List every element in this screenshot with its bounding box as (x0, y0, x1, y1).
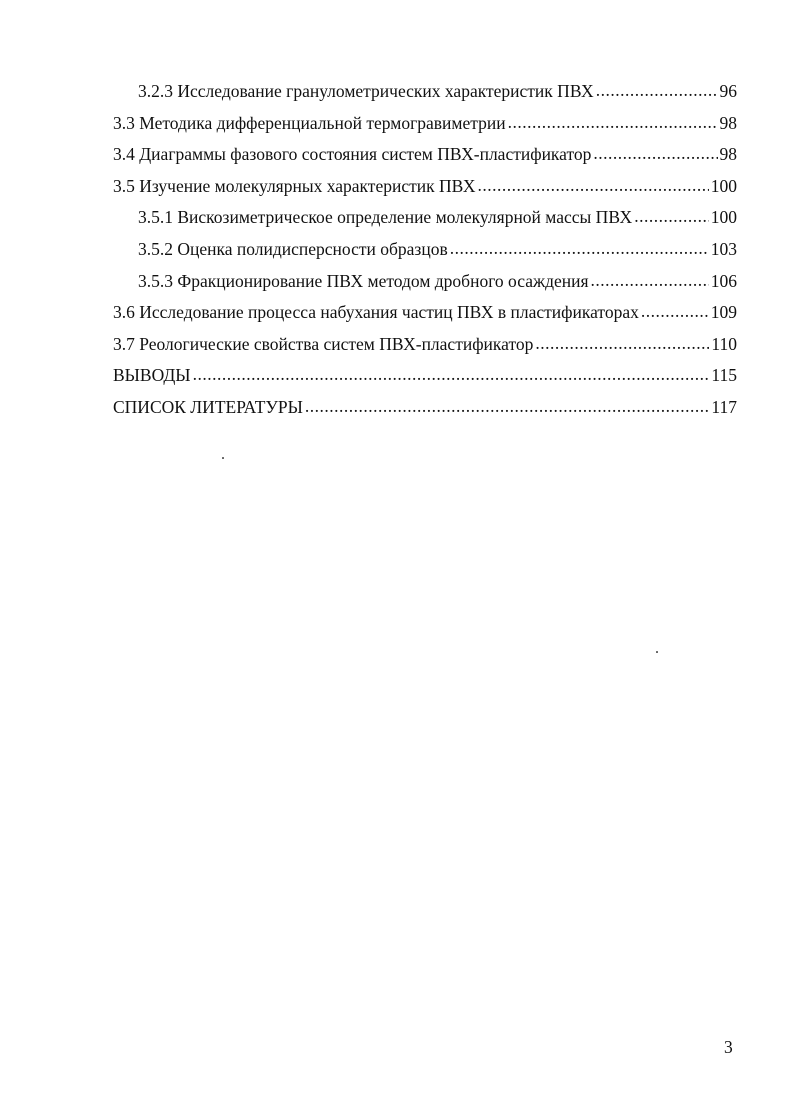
toc-entry-title: 3.3 Методика дифференциальной термогравиметрии (113, 112, 506, 133)
toc-entry-page: 100 (710, 175, 737, 196)
toc-entry-page: 98 (719, 112, 737, 133)
scan-speck (656, 651, 658, 653)
toc-entry-conclusions (113, 360, 737, 392)
toc-entry-3-3 (113, 108, 737, 140)
toc-dot-leader (634, 201, 709, 233)
toc-entry-title: 3.5.3 Фракционирование ПВХ методом дробного осаждения (138, 270, 589, 291)
table-of-contents (113, 76, 737, 424)
toc-entry-title: 3.7 Реологические свойства систем ПВХ-пластификатор (113, 333, 534, 354)
page-number: 3 (724, 1037, 733, 1057)
toc-dot-leader (193, 359, 710, 391)
toc-entry-page: 117 (711, 396, 737, 417)
toc-entry-page: 103 (710, 238, 737, 259)
toc-entry-title: 3.5.2 Оценка полидисперсности образцов (138, 238, 448, 259)
toc-dot-leader (593, 138, 717, 170)
toc-dot-leader (478, 170, 709, 202)
toc-entry-3-5-3 (113, 266, 737, 298)
toc-dot-leader (591, 265, 709, 297)
toc-entry-page: 96 (719, 81, 737, 101)
toc-dot-leader (508, 107, 718, 139)
toc-entry-page: 115 (711, 365, 737, 386)
toc-entry-3-4 (113, 139, 737, 171)
toc-entry-3-7 (113, 329, 737, 361)
toc-entry-title: 3.5.1 Вискозиметрическое определение молекулярной массы ПВХ (138, 207, 633, 228)
toc-entry-3-2-3 (113, 76, 737, 108)
toc-entry-page: 100 (710, 207, 737, 228)
toc-dot-leader (596, 75, 718, 107)
toc-dot-leader (450, 233, 709, 265)
toc-entry-3-5-1 (113, 202, 737, 234)
toc-entry-3-5-2 (113, 234, 737, 266)
toc-entry-3-6 (113, 297, 737, 329)
toc-entry-page: 106 (710, 270, 737, 291)
toc-entry-title: 3.5 Изучение молекулярных характеристик ПВХ (113, 175, 476, 196)
toc-entry-title: 3.2.3 Исследование гранулометрических характеристик ПВХ (138, 81, 594, 101)
toc-entry-3-5 (113, 171, 737, 203)
toc-dot-leader (535, 328, 709, 360)
toc-entry-title: 3.4 Диаграммы фазового состояния систем ПВХ-пластификатор (113, 144, 592, 165)
toc-entry-page: 109 (710, 302, 737, 323)
toc-entry-title: 3.6 Исследование процесса набухания частиц ПВХ в пластификаторах (113, 302, 639, 323)
scan-speck (222, 457, 224, 459)
toc-dot-leader (305, 391, 710, 423)
toc-entry-page: 98 (719, 144, 737, 165)
toc-dot-leader (641, 296, 709, 328)
toc-entry-page: 110 (711, 333, 737, 354)
toc-entry-title: ВЫВОДЫ (113, 365, 191, 386)
toc-entry-references (113, 392, 737, 424)
toc-entry-title: СПИСОК ЛИТЕРАТУРЫ (113, 396, 303, 417)
